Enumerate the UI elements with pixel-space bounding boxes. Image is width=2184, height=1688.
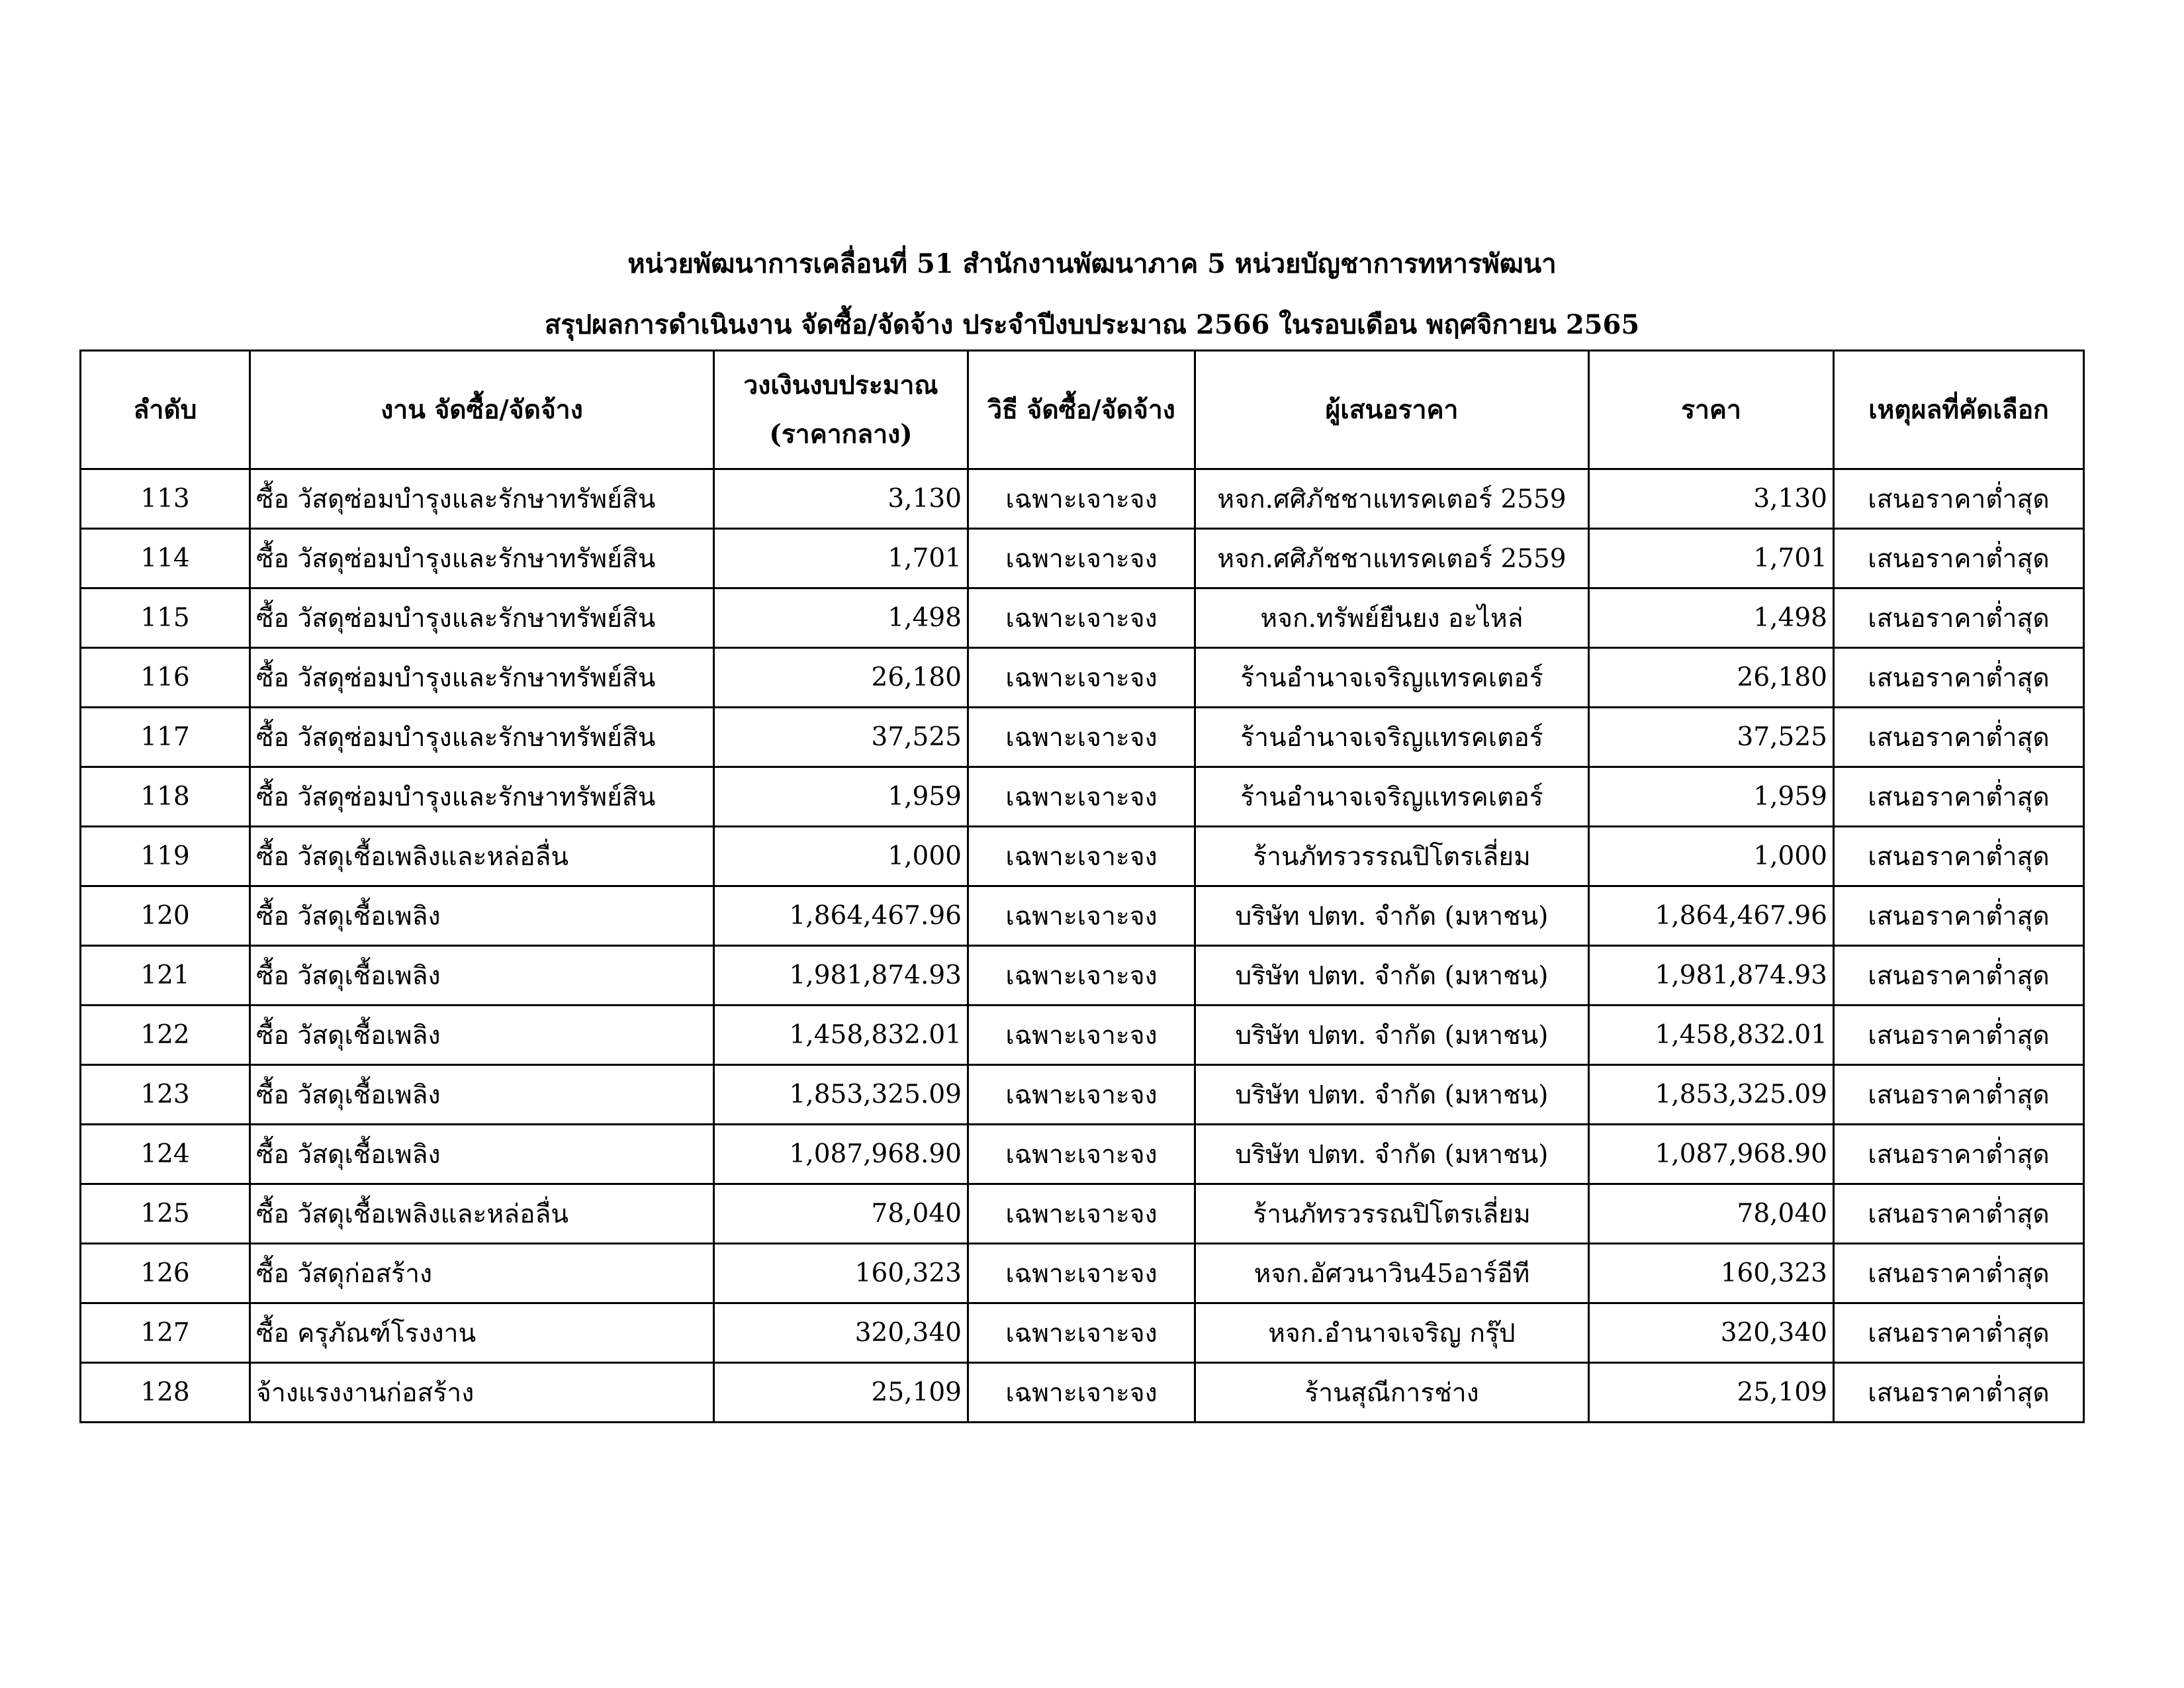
cell-no: 113 [81,469,250,529]
cell-no: 114 [81,529,250,588]
cell-method: เฉพาะเจาะจง [968,708,1195,767]
table-row [81,469,2084,529]
cell-price: 1,701 [1589,529,1834,588]
table-row [81,1303,2084,1363]
cell-price: 320,340 [1589,1303,1834,1363]
table-row [81,708,2084,767]
cell-bidder: ร้านอำนาจเจริญแทรคเตอร์ [1195,648,1589,708]
cell-reason: เสนอราคาต่ำสุด [1834,1303,2084,1363]
cell-no: 127 [81,1303,250,1363]
cell-reason: เสนอราคาต่ำสุด [1834,886,2084,946]
cell-method: เฉพาะเจาะจง [968,1065,1195,1125]
cell-method: เฉพาะเจาะจง [968,648,1195,708]
cell-method: เฉพาะเจาะจง [968,1125,1195,1184]
table-row [81,1363,2084,1423]
cell-bidder: บริษัท ปตท. จำกัด (มหาชน) [1195,1125,1589,1184]
table-row [81,1006,2084,1065]
cell-budget: 1,981,874.93 [714,946,968,1006]
cell-bidder: หจก.ศศิภัชชาแทรคเตอร์ 2559 [1195,469,1589,529]
cell-bidder: หจก.ทรัพย์ยืนยง อะไหล่ [1195,588,1589,648]
cell-no: 120 [81,886,250,946]
cell-reason: เสนอราคาต่ำสุด [1834,946,2084,1006]
cell-bidder: ร้านอำนาจเจริญแทรคเตอร์ [1195,708,1589,767]
cell-reason: เสนอราคาต่ำสุด [1834,1125,2084,1184]
table-row [81,529,2084,588]
cell-task: ซื้อ ครุภัณฑ์โรงงาน [250,1303,714,1363]
cell-no: 118 [81,767,250,827]
cell-no: 128 [81,1363,250,1423]
cell-bidder: ร้านสุณีการช่าง [1195,1363,1589,1423]
cell-bidder: ร้านอำนาจเจริญแทรคเตอร์ [1195,767,1589,827]
cell-task: ซื้อ วัสดุเชื้อเพลิง [250,1125,714,1184]
table-row [81,886,2084,946]
cell-method: เฉพาะเจาะจง [968,469,1195,529]
cell-method: เฉพาะเจาะจง [968,1184,1195,1244]
cell-task: จ้างแรงงานก่อสร้าง [250,1363,714,1423]
cell-no: 123 [81,1065,250,1125]
column-header-budget [714,351,968,469]
cell-reason: เสนอราคาต่ำสุด [1834,767,2084,827]
cell-no: 116 [81,648,250,708]
cell-reason: เสนอราคาต่ำสุด [1834,588,2084,648]
cell-reason: เสนอราคาต่ำสุด [1834,827,2084,886]
cell-method: เฉพาะเจาะจง [968,1244,1195,1303]
table-row [81,588,2084,648]
cell-price: 1,000 [1589,827,1834,886]
cell-budget: 26,180 [714,648,968,708]
table-row [81,1125,2084,1184]
cell-method: เฉพาะเจาะจง [968,1006,1195,1065]
cell-reason: เสนอราคาต่ำสุด [1834,1065,2084,1125]
cell-budget: 25,109 [714,1363,968,1423]
column-header-no: ลำดับ [81,351,250,469]
cell-task: ซื้อ วัสดุซ่อมบำรุงและรักษาทรัพย์สิน [250,469,714,529]
cell-reason: เสนอราคาต่ำสุด [1834,529,2084,588]
cell-reason: เสนอราคาต่ำสุด [1834,1363,2084,1423]
cell-budget: 1,458,832.01 [714,1006,968,1065]
table-row [81,648,2084,708]
table-row [81,1184,2084,1244]
document-subtitle: สรุปผลการดำเนินงาน จัดซื้อ/จัดจ้าง ประจำปีงบประมาณ 2566 ในรอบเดือน พฤศจิกายน 2565 [544,309,1640,340]
cell-price: 1,864,467.96 [1589,886,1834,946]
cell-budget: 320,340 [714,1303,968,1363]
cell-task: ซื้อ วัสดุเชื้อเพลิง [250,886,714,946]
cell-method: เฉพาะเจาะจง [968,588,1195,648]
table-row [81,1065,2084,1125]
cell-price: 160,323 [1589,1244,1834,1303]
table-row [81,946,2084,1006]
cell-bidder: ร้านภัทรวรรณปิโตรเลี่ยม [1195,827,1589,886]
cell-bidder: บริษัท ปตท. จำกัด (มหาชน) [1195,1065,1589,1125]
table-header-row [81,351,2084,469]
cell-price: 1,458,832.01 [1589,1006,1834,1065]
cell-bidder: บริษัท ปตท. จำกัด (มหาชน) [1195,946,1589,1006]
cell-budget: 1,959 [714,767,968,827]
cell-bidder: บริษัท ปตท. จำกัด (มหาชน) [1195,1006,1589,1065]
cell-method: เฉพาะเจาะจง [968,1363,1195,1423]
cell-bidder: หจก.อำนาจเจริญ กรุ๊ป [1195,1303,1589,1363]
procurement-table [79,350,2085,1423]
column-header-price: ราคา [1589,351,1834,469]
table-row [81,767,2084,827]
cell-price: 26,180 [1589,648,1834,708]
cell-task: ซื้อ วัสดุก่อสร้าง [250,1244,714,1303]
cell-price: 25,109 [1589,1363,1834,1423]
column-header-method: วิธี จัดซื้อ/จัดจ้าง [968,351,1195,469]
cell-reason: เสนอราคาต่ำสุด [1834,1006,2084,1065]
cell-method: เฉพาะเจาะจง [968,827,1195,886]
cell-reason: เสนอราคาต่ำสุด [1834,708,2084,767]
cell-budget: 160,323 [714,1244,968,1303]
cell-task: ซื้อ วัสดุเชื้อเพลิง [250,1065,714,1125]
cell-method: เฉพาะเจาะจง [968,529,1195,588]
cell-budget: 37,525 [714,708,968,767]
cell-no: 125 [81,1184,250,1244]
cell-task: ซื้อ วัสดุเชื้อเพลิงและหล่อลื่น [250,1184,714,1244]
cell-budget: 1,000 [714,827,968,886]
cell-price: 1,087,968.90 [1589,1125,1834,1184]
cell-no: 117 [81,708,250,767]
table-row [81,1244,2084,1303]
cell-method: เฉพาะเจาะจง [968,1303,1195,1363]
column-header-budget-line1: วงเงินงบประมาณ [743,369,938,400]
document-title: หน่วยพัฒนาการเคลื่อนที่ 51 สำนักงานพัฒนาภาค 5 หน่วยบัญชาการทหารพัฒนา [627,248,1557,279]
cell-price: 3,130 [1589,469,1834,529]
cell-budget: 1,864,467.96 [714,886,968,946]
cell-method: เฉพาะเจาะจง [968,767,1195,827]
cell-budget: 3,130 [714,469,968,529]
cell-reason: เสนอราคาต่ำสุด [1834,1184,2084,1244]
cell-method: เฉพาะเจาะจง [968,886,1195,946]
cell-task: ซื้อ วัสดุซ่อมบำรุงและรักษาทรัพย์สิน [250,588,714,648]
column-header-task: งาน จัดซื้อ/จัดจ้าง [250,351,714,469]
cell-task: ซื้อ วัสดุซ่อมบำรุงและรักษาทรัพย์สิน [250,648,714,708]
cell-price: 78,040 [1589,1184,1834,1244]
cell-bidder: บริษัท ปตท. จำกัด (มหาชน) [1195,886,1589,946]
column-header-budget-line2: (ราคากลาง) [769,419,913,449]
cell-task: ซื้อ วัสดุเชื้อเพลิงและหล่อลื่น [250,827,714,886]
cell-reason: เสนอราคาต่ำสุด [1834,648,2084,708]
cell-price: 1,981,874.93 [1589,946,1834,1006]
cell-price: 1,959 [1589,767,1834,827]
cell-budget: 1,087,968.90 [714,1125,968,1184]
cell-budget: 1,853,325.09 [714,1065,968,1125]
cell-task: ซื้อ วัสดุซ่อมบำรุงและรักษาทรัพย์สิน [250,708,714,767]
cell-price: 1,498 [1589,588,1834,648]
cell-no: 119 [81,827,250,886]
cell-reason: เสนอราคาต่ำสุด [1834,1244,2084,1303]
cell-no: 121 [81,946,250,1006]
column-header-reason: เหตุผลที่คัดเลือก [1834,351,2084,469]
cell-price: 1,853,325.09 [1589,1065,1834,1125]
column-header-bidder: ผู้เสนอราคา [1195,351,1589,469]
cell-no: 122 [81,1006,250,1065]
cell-budget: 1,701 [714,529,968,588]
cell-no: 115 [81,588,250,648]
cell-reason: เสนอราคาต่ำสุด [1834,469,2084,529]
cell-no: 124 [81,1125,250,1184]
cell-price: 37,525 [1589,708,1834,767]
cell-task: ซื้อ วัสดุเชื้อเพลิง [250,1006,714,1065]
cell-no: 126 [81,1244,250,1303]
table-body [81,469,2084,1423]
cell-method: เฉพาะเจาะจง [968,946,1195,1006]
cell-bidder: ร้านภัทรวรรณปิโตรเลี่ยม [1195,1184,1589,1244]
cell-task: ซื้อ วัสดุซ่อมบำรุงและรักษาทรัพย์สิน [250,767,714,827]
cell-budget: 78,040 [714,1184,968,1244]
cell-task: ซื้อ วัสดุซ่อมบำรุงและรักษาทรัพย์สิน [250,529,714,588]
table-row [81,827,2084,886]
cell-bidder: หจก.อัศวนาวิน45อาร์อีที [1195,1244,1589,1303]
cell-task: ซื้อ วัสดุเชื้อเพลิง [250,946,714,1006]
cell-budget: 1,498 [714,588,968,648]
cell-bidder: หจก.ศศิภัชชาแทรคเตอร์ 2559 [1195,529,1589,588]
